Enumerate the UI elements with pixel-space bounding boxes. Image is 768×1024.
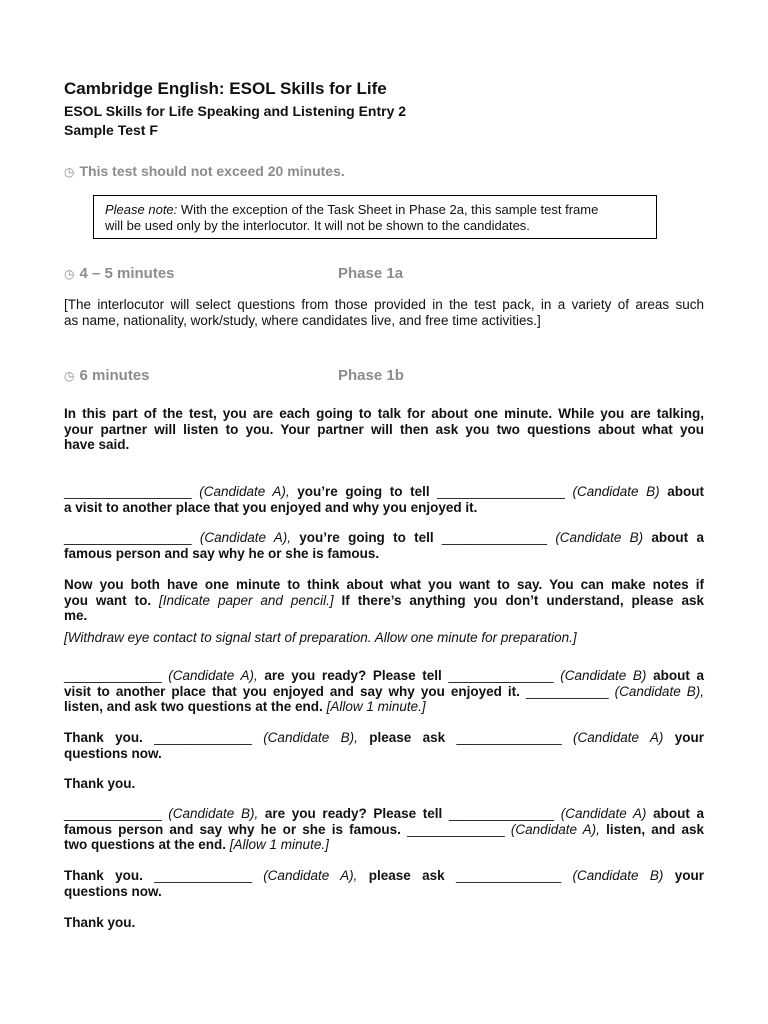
task-text: about a xyxy=(653,806,704,821)
task-text: are you ready? Please tell xyxy=(264,668,442,683)
ready-b-line-1 xyxy=(64,806,704,822)
task-text: about xyxy=(667,484,704,499)
phase-1b-heading: Phase 1b xyxy=(338,367,404,384)
ready-b-line-2 xyxy=(64,822,704,838)
stage-direction: [Allow 1 minute.] xyxy=(326,699,426,714)
thank-b-line-1 xyxy=(64,868,704,884)
phase-1b-time-text: 6 minutes xyxy=(79,367,150,384)
task-b xyxy=(64,530,704,561)
blank: ___________ xyxy=(526,683,609,699)
prep-line-3: me. xyxy=(64,608,88,623)
task-text: please ask xyxy=(368,868,445,883)
sample-test-label: Sample Test F xyxy=(64,122,158,138)
candidate-ref: (Candidate A), xyxy=(263,868,358,883)
withdraw-direction: [Withdraw eye contact to signal start of preparation. Allow one minute for preparation.] xyxy=(64,630,577,645)
candidate-ref: (Candidate A), xyxy=(199,484,290,499)
blank: _________________ xyxy=(64,484,192,499)
blank: _____________ xyxy=(407,821,505,837)
task-text: listen, and ask two questions at the end. xyxy=(64,699,323,714)
phase-1a-time xyxy=(64,266,175,283)
candidate-ref: (Candidate A), xyxy=(510,821,600,837)
ready-a-line-2 xyxy=(64,684,704,700)
candidate-ref: (Candidate A), xyxy=(168,668,258,683)
prep-stage-direction: [Indicate paper and pencil.] xyxy=(159,592,334,608)
phase-1a-line-2: as name, nationality, work/study, where candidates live, and free time activities.] xyxy=(64,312,541,328)
phase-1a-time-text: 4 – 5 minutes xyxy=(79,265,175,282)
task-a-line-1 xyxy=(64,484,704,500)
ready-a-line-1 xyxy=(64,668,704,684)
blank: _____________ xyxy=(64,806,162,821)
candidate-ref: (Candidate B), xyxy=(263,730,358,745)
note-box xyxy=(93,195,657,239)
ready-a xyxy=(64,668,704,715)
intro-line-3: have said. xyxy=(64,437,130,452)
thank-you-1: Thank you. xyxy=(64,776,136,791)
blank: _____________ xyxy=(154,868,252,883)
task-text: two questions at the end. xyxy=(64,837,227,852)
candidate-ref: (Candidate B) xyxy=(572,484,660,499)
blank: ______________ xyxy=(456,730,562,745)
thank-a xyxy=(64,730,704,761)
thank-b xyxy=(64,868,704,899)
blank: _________________ xyxy=(64,530,192,545)
candidate-ref: (Candidate A) xyxy=(572,730,664,745)
note-line-1: With the exception of the Task Sheet in Phase 2a, this sample test frame xyxy=(180,202,599,217)
clock-icon: ◷ xyxy=(64,267,75,281)
blank: ______________ xyxy=(441,530,548,545)
ready-a-line-3 xyxy=(64,699,704,715)
document-title: Cambridge English: ESOL Skills for Life xyxy=(64,79,387,98)
task-text: Thank you. xyxy=(64,868,143,883)
clock-icon: ◷ xyxy=(64,165,75,179)
thank-b-line-2: questions now. xyxy=(64,883,162,899)
task-a-line-2: a visit to another place that you enjoyed and why you enjoyed it. xyxy=(64,499,478,515)
phase-1a-line-1: [The interlocutor will select questions from those provided in the test pack, in a variety of areas such xyxy=(64,297,704,312)
stage-direction: [Allow 1 minute.] xyxy=(229,837,329,852)
preparation-instructions xyxy=(64,577,704,624)
task-b-line-1 xyxy=(64,530,704,546)
blank: _________________ xyxy=(437,484,565,499)
thank-you-2: Thank you. xyxy=(64,915,136,930)
task-text: please ask xyxy=(369,730,446,745)
intro-line-1: In this part of the test, you are each going to talk for about one minute. While you are talking, xyxy=(64,406,704,421)
document-subtitle: ESOL Skills for Life Speaking and Listening Entry 2 xyxy=(64,103,407,119)
intro-line-2: your partner will listen to you. Your partner will then ask you two questions about what you xyxy=(64,421,704,437)
prep-text: If there’s anything you don’t understand, please ask xyxy=(341,592,704,608)
note-label: Please note: xyxy=(105,202,178,217)
prep-text: you want to. xyxy=(64,592,152,608)
blank: ______________ xyxy=(448,668,554,683)
thank-a-line-2: questions now. xyxy=(64,745,162,761)
blank: _____________ xyxy=(64,668,162,683)
blank: ______________ xyxy=(455,868,562,883)
task-text: Thank you. xyxy=(64,730,143,745)
time-limit-note xyxy=(64,164,345,181)
task-text: are you ready? Please tell xyxy=(264,806,443,821)
blank: _____________ xyxy=(154,730,252,745)
ready-b-line-3 xyxy=(64,837,704,853)
candidate-ref: (Candidate B), xyxy=(168,806,259,821)
task-text: listen, and ask xyxy=(606,821,704,837)
prep-line-1: Now you both have one minute to think about what you want to say. You can make notes if xyxy=(64,577,704,592)
prep-line-2 xyxy=(64,593,704,609)
task-text: visit to another place that you enjoyed and say why you enjoyed it. xyxy=(64,683,520,699)
ready-b xyxy=(64,806,704,853)
time-limit-text: This test should not exceed 20 minutes. xyxy=(79,163,345,179)
candidate-ref: (Candidate B) xyxy=(555,530,644,545)
task-a xyxy=(64,484,704,515)
thank-a-line-1 xyxy=(64,730,704,746)
note-line-2: will be used only by the interlocutor. It will not be shown to the candidates. xyxy=(105,217,530,233)
candidate-ref: (Candidate B) xyxy=(572,868,664,883)
candidate-ref: (Candidate A) xyxy=(560,806,647,821)
clock-icon: ◷ xyxy=(64,369,75,383)
task-text: about a xyxy=(653,668,704,683)
candidate-ref: (Candidate A), xyxy=(199,530,291,545)
task-text: your xyxy=(674,730,704,745)
candidate-ref: (Candidate B), xyxy=(614,683,704,699)
phase-1a-heading: Phase 1a xyxy=(338,265,404,282)
phase-1b-intro xyxy=(64,406,704,453)
task-text: your xyxy=(674,868,704,883)
task-text: you’re going to tell xyxy=(297,484,430,499)
task-text: famous person and say why he or she is famous. xyxy=(64,821,401,837)
candidate-ref: (Candidate B) xyxy=(560,668,647,683)
blank: ______________ xyxy=(448,806,555,821)
task-text: you’re going to tell xyxy=(299,530,434,545)
phase-1a-instructions xyxy=(64,297,704,328)
task-text: about a xyxy=(651,530,704,545)
phase-1b-time xyxy=(64,368,150,385)
task-b-line-2: famous person and say why he or she is famous. xyxy=(64,545,380,561)
